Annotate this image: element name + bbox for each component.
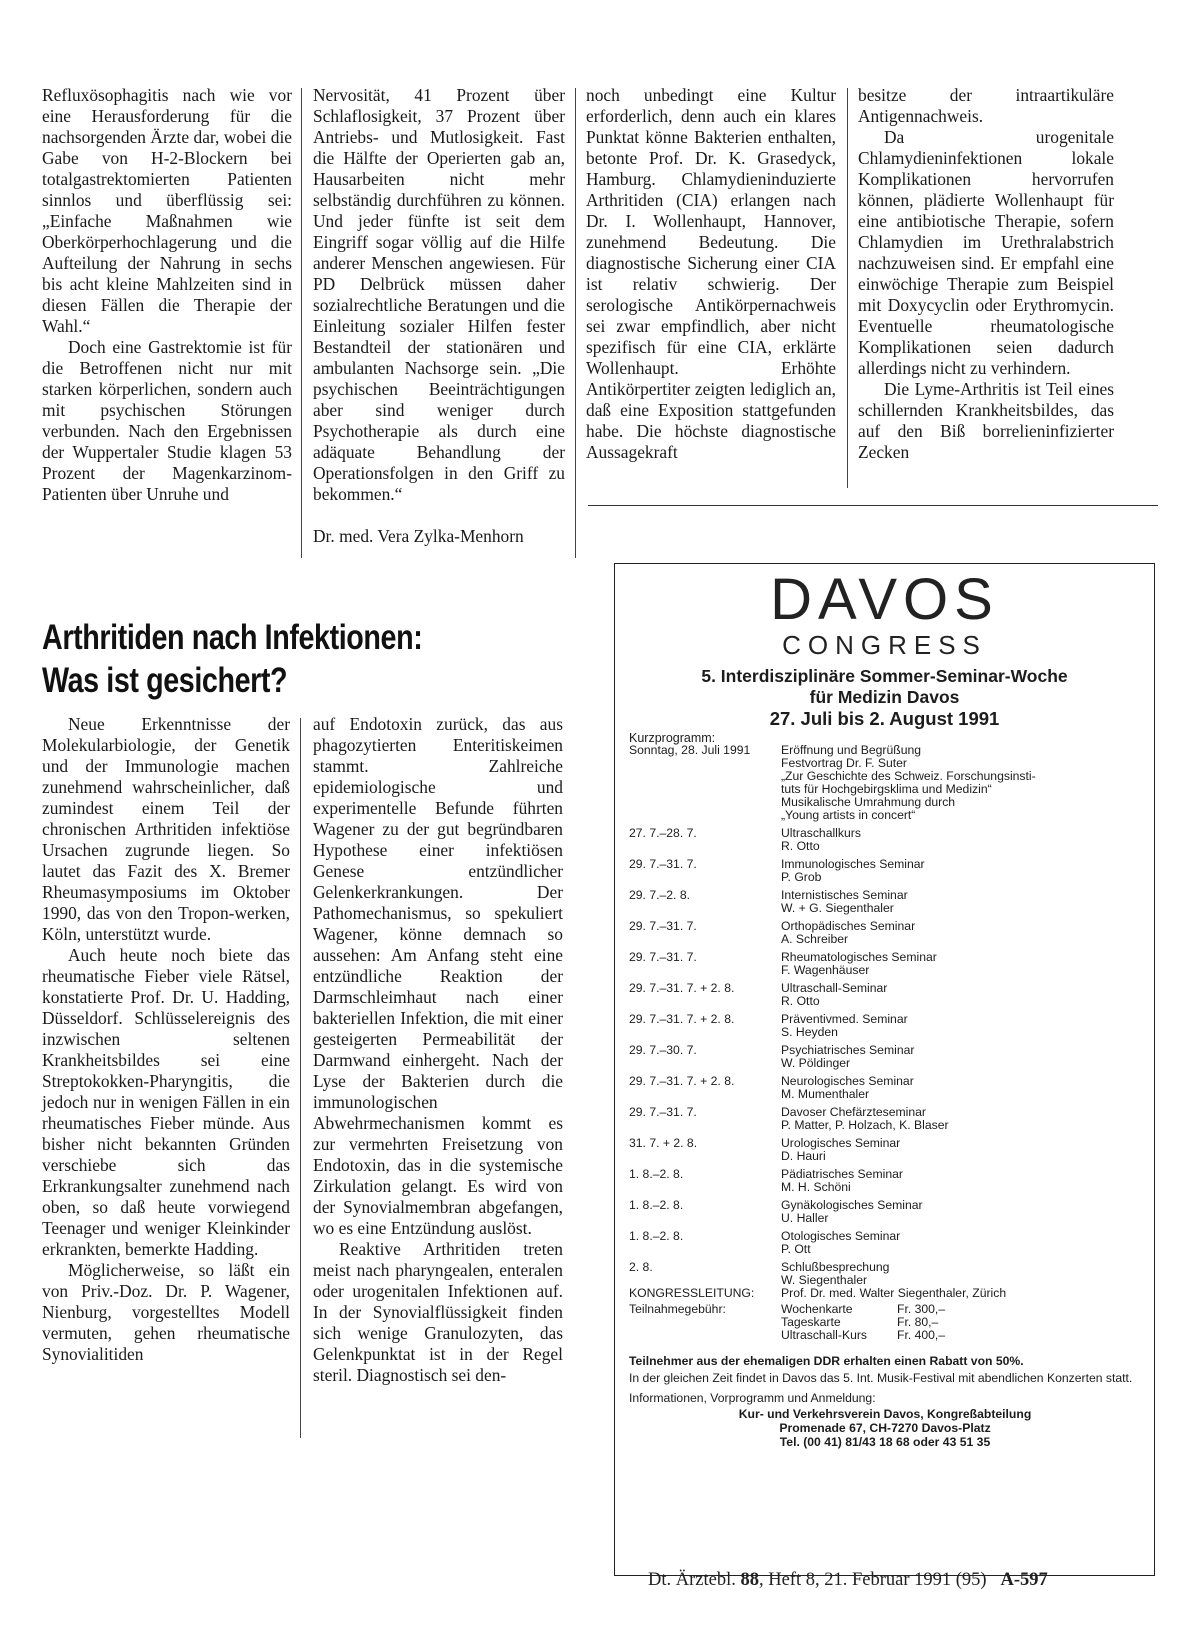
- info-label: Informationen, Vorprogramm und Anmeldung:: [629, 1391, 876, 1405]
- program-event: [781, 1168, 1141, 1194]
- top-column-1: [42, 85, 292, 505]
- top-column-2: [313, 85, 565, 505]
- paragraph: Doch eine Gastrektomie ist für die Betroffenen nicht nur mit starken körperlichen, sondern auch mit psychischen Störungen verbunden. Nach den Ergebnissen der Wuppertaler Studie klagen 53 Prozent der Magenkarzinom-Patienten über Unruhe und: [42, 337, 292, 504]
- program-line: Gynäkologisches Seminar: [781, 1198, 923, 1212]
- program-date: Sonntag, 28. Juli 1991: [629, 743, 751, 757]
- fee-name: Ultraschall-Kurs: [781, 1328, 868, 1342]
- program-row: [629, 827, 1141, 853]
- fee-price: Fr. 80,–: [897, 1315, 939, 1329]
- program-line: M. Mumenthaler: [781, 1087, 870, 1101]
- program-row: [629, 1075, 1141, 1101]
- program-line: D. Hauri: [781, 1149, 826, 1163]
- program-line: Orthopädisches Seminar: [781, 919, 916, 933]
- program-row: [629, 982, 1141, 1008]
- program-line: Urologisches Seminar: [781, 1136, 901, 1150]
- program-date: 27. 7.–28. 7.: [629, 826, 697, 840]
- davos-logo: DAVOS: [770, 567, 999, 632]
- program-line: Internistisches Seminar: [781, 888, 908, 902]
- program-line: W. Siegenthaler: [781, 1273, 868, 1287]
- program-line: Rheumatologisches Seminar: [781, 950, 937, 964]
- program-event: [781, 1230, 1141, 1256]
- program-line: R. Otto: [781, 839, 820, 853]
- program-event: [781, 1199, 1141, 1225]
- program-line: R. Otto: [781, 994, 820, 1008]
- seminar-dates: 27. Juli bis 2. August 1991: [769, 708, 1000, 729]
- program-event: [781, 889, 1141, 915]
- program-line: Ultraschallkurs: [781, 826, 861, 840]
- program-row: [629, 951, 1141, 977]
- program-event: [781, 920, 1141, 946]
- program-event: [781, 982, 1141, 1008]
- program-row: [629, 1230, 1141, 1256]
- program-event: [781, 1137, 1141, 1163]
- seminar-title: 5. Interdisziplinäre Sommer-Seminar-Woche für Medizin Davos: [701, 666, 1068, 707]
- program-row: [629, 1168, 1141, 1194]
- program-date: 1. 8.–2. 8.: [629, 1198, 684, 1212]
- congress-subtitle: CONGRESS: [782, 630, 987, 660]
- program-line: Präventivmed. Seminar: [781, 1012, 908, 1026]
- column-divider: [575, 88, 576, 558]
- program-line: „Young artists in concert“: [781, 808, 916, 822]
- fee-table: Teilnahmegebühr: Wochenkarte Fr. 300,– Tageskarte Fr. 80,– Ultraschall-Kurs Fr. 400,–: [629, 1302, 946, 1342]
- article-column-2: [313, 714, 563, 1386]
- program-event: [781, 1075, 1141, 1101]
- paragraph: Refluxösophagitis nach wie vor eine Herausforderung für die nachsorgenden Ärzte dar, wobei die Gabe von H-2-Blockern bei totalgastrektomierten Patienten sinnlos und überflüssig sei: „Einfache Maßnahmen wie Oberkörperhochlagerung und die Aufteilung der Nahrung in sechs bis acht kleine Mahlzeiten sind in diesen Fällen die Therapie der Wahl.“: [42, 85, 292, 336]
- section-divider: [588, 505, 1158, 506]
- program-row: [629, 1044, 1141, 1070]
- program-event: [781, 951, 1141, 977]
- program-row: [629, 1106, 1141, 1132]
- program-line: Ultraschall-Seminar: [781, 981, 888, 995]
- paragraph: Auch heute noch biete das rheumatische Fieber viele Rätsel, konstatierte Prof. Dr. U. Hadding, Düsseldorf. Schlüsselereignis des inzwischen seltenen Krankheitsbildes sei eine Streptokokken-Pharyngitis, die jedoch nur in wenigen Fällen in ein rheumatisches Fieber münde. Aus bisher nicht bekannten Gründen verschiebe sich das Erkrankungsalter zunehmend nach oben, so daß heute vorwiegend Teenager und weniger Kleinkinder erkrankten, bemerkte Hadding.: [42, 945, 290, 1259]
- program-line: S. Heyden: [781, 1025, 838, 1039]
- program-line: U. Haller: [781, 1211, 829, 1225]
- program-date: 29. 7.–30. 7.: [629, 1043, 697, 1057]
- program-line: Festvortrag Dr. F. Suter: [781, 756, 907, 770]
- contact-address: Kur- und Verkehrsverein Davos, Kongreßabteilung Promenade 67, CH-7270 Davos-Platz Tel. (00 41) 81/43 18 68 oder 43 51 35: [738, 1407, 1032, 1449]
- paragraph: Reaktive Arthritiden treten meist nach pharyngealen, enteralen oder urogenitalen Infektionen auf. In der Synovialflüssigkeit finden sich wenige Granulozyten, das Gelenkpunktat ist in der Regel steril. Diagnostisch sei den-: [313, 1239, 563, 1385]
- program-line: „Zur Geschichte des Schweiz. Forschungsinsti-: [781, 769, 1036, 783]
- program-event: [781, 827, 1141, 853]
- program-event: [781, 744, 1141, 822]
- program-date: 1. 8.–2. 8.: [629, 1167, 684, 1181]
- program-row: [629, 1013, 1141, 1039]
- program-line: Neurologisches Seminar: [781, 1074, 914, 1088]
- paragraph: Nervosität, 41 Prozent über Schlaflosigkeit, 37 Prozent über Antriebs- und Mutlosigkeit. Fast die Hälfte der Operierten gab an, Hausarbeiten nicht mehr selbständig durchführen zu können. Und jeder fünfte ist seit dem Eingriff sogar völlig auf die Hilfe anderer Menschen angewiesen. Für PD Delbrück müssen daher sozialrechtliche Beratungen und die Einleitung sozialer Hilfen fester Bestandteil der stationären und ambulanten Nachsorge sein. „Die psychischen Beeinträchtigungen aber sind weniger durch Psychotherapie als durch eine adäquate Behandlung der Operationsfolgen in den Griff zu bekommen.“: [313, 85, 565, 504]
- fee-price: Fr. 300,–: [897, 1302, 946, 1316]
- program-date: 1. 8.–2. 8.: [629, 1229, 684, 1243]
- program-line: Psychiatrisches Seminar: [781, 1043, 915, 1057]
- program-row: [629, 889, 1141, 915]
- paragraph: Möglicherweise, so läßt ein von Priv.-Doz. Dr. P. Wagener, Nienburg, vorgestelltes Modell vermuten, gehen rheumatische Synovialitiden: [42, 1260, 290, 1364]
- article-column-1: [42, 714, 290, 1365]
- program-date: 2. 8.: [629, 1260, 653, 1274]
- program-line: Otologisches Seminar: [781, 1229, 901, 1243]
- festival-note: In der gleichen Zeit findet in Davos das 5. Int. Musik-Festival mit abendlichen Konzerten statt.: [629, 1371, 1133, 1385]
- program-date: 29. 7.–31. 7. + 2. 8.: [629, 1012, 735, 1026]
- program-event: [781, 1261, 1141, 1287]
- program-row: [629, 1199, 1141, 1225]
- program-date: 29. 7.–2. 8.: [629, 888, 690, 902]
- column-divider: [847, 88, 848, 488]
- program-event: [781, 1044, 1141, 1070]
- program-date: 29. 7.–31. 7.: [629, 1105, 697, 1119]
- page-number: A-597: [1000, 1570, 1048, 1590]
- program-date: 29. 7.–31. 7.: [629, 857, 697, 871]
- kurzprogramm-label: Kurzprogramm:: [629, 731, 716, 745]
- paragraph: noch unbedingt eine Kultur erforderlich, denn auch ein klares Punktat könne Bakterien enthalten, betonte Prof. Dr. K. Grasedyck, Hamburg. Chlamydieninduzierte Arthritiden (CIA) erlangen nach Dr. I. Wollenhaupt, Hannover, zunehmend Bedeutung. Die diagnostische Sicherung einer CIA ist relativ schwierig. Der serologische Antikörpernachweis sei zwar empfindlich, aber nicht spezifisch für eine CIA, erklärte Wollenhaupt. Erhöhte Antikörpertiter zeigten lediglich an, daß eine Exposition stattgefunden habe. Die höchste diagnostische Aussagekraft: [586, 85, 836, 462]
- paragraph: Da urogenitale Chlamydieninfektionen lokale Komplikationen hervorrufen können, plädierte Wollenhaupt für eine antibiotische Therapie, sofern Chlamydien im Urethralabstrich nachzuweisen sind. Er empfahl eine einwöchige Therapie zum Beispiel mit Doxycyclin oder Erythromycin. Eventuelle rheumatologische Komplikationen seien dadurch allerdings nicht zu verhindern.: [858, 127, 1114, 378]
- page-footer: Dt. Ärztebl. 88, Heft 8, 21. Februar 1991 (95) A-597: [648, 1570, 1048, 1590]
- program-date: 29. 7.–31. 7. + 2. 8.: [629, 981, 735, 995]
- program-line: Musikalische Umrahmung durch: [781, 795, 956, 809]
- program-event: [781, 858, 1141, 884]
- program-event: [781, 1013, 1141, 1039]
- top-column-4: [858, 85, 1114, 463]
- column-divider: [300, 718, 301, 1438]
- article-signature: Dr. med. Vera Zylka-Menhorn: [313, 526, 524, 546]
- program-line: tuts für Hochgebirgsklima und Medizin“: [781, 782, 992, 796]
- article-headline: Arthritiden nach Infektionen: Was ist gesichert?: [42, 618, 423, 700]
- fee-name: Tageskarte: [781, 1315, 841, 1329]
- fee-price: Fr. 400,–: [897, 1328, 946, 1342]
- davos-congress-ad: [614, 563, 1155, 1576]
- program-line: Immunologisches Seminar: [781, 857, 925, 871]
- program-row: [629, 744, 1141, 822]
- program-row: [629, 1261, 1141, 1287]
- program-row: [629, 1137, 1141, 1163]
- program-row: [629, 858, 1141, 884]
- program-line: W. + G. Siegenthaler: [781, 901, 894, 915]
- fee-name: Wochenkarte: [781, 1302, 853, 1316]
- paragraph: besitze der intraartikuläre Antigennachweis.: [858, 85, 1114, 126]
- program-line: P. Grob: [781, 870, 822, 884]
- congress-leitung: KONGRESSLEITUNG: Prof. Dr. med. Walter Siegenthaler, Zürich: [629, 1286, 1007, 1300]
- program-row: [629, 920, 1141, 946]
- program-line: W. Pöldinger: [781, 1056, 851, 1070]
- program-line: P. Ott: [781, 1242, 811, 1256]
- ad-footer: [629, 1354, 1141, 1449]
- program-line: Eröffnung und Begrüßung: [781, 743, 922, 757]
- program-line: Schlußbesprechung: [781, 1260, 890, 1274]
- program-event: [781, 1106, 1141, 1132]
- paragraph: auf Endotoxin zurück, das aus phagozytierten Enteritiskeimen stammt. Zahlreiche epidemiologische und experimentelle Befunde führten Wagener zu der gut begründbaren Hypothese einer infektiösen Genese entzündlicher Gelenkerkrankungen. Der Pathomechanismus, so spekuliert Wagener, könne demnach so aussehen: Am Anfang steht eine entzündliche Reaktion der Darmschleimhaut nach einer bakteriellen Infektion, die mit einer gesteigerten Permeabilität der Darmwand einhergeht. Nach der Lyse der Bakterien durch die immunologischen Abwehrmechanismen kommt es zur vermehrten Freisetzung von Endotoxin, das in die systemische Zirkulation gelangt. Es wird von der Synovialmembran abgefangen, wo es eine Entzündung auslöst.: [313, 714, 563, 1238]
- paragraph: Die Lyme-Arthritis ist Teil eines schillernden Krankheitsbildes, das auf den Biß borrelieninfizierter Zecken: [858, 379, 1114, 462]
- top-column-3: [586, 85, 836, 463]
- column-divider: [301, 88, 302, 558]
- program-line: Davoser Chefärzteseminar: [781, 1105, 926, 1119]
- program-date: 29. 7.–31. 7. + 2. 8.: [629, 1074, 735, 1088]
- program-line: Pädiatrisches Seminar: [781, 1167, 903, 1181]
- fee-row: [781, 1329, 945, 1342]
- program-line: A. Schreiber: [781, 932, 849, 946]
- program-list: [629, 744, 1141, 1292]
- program-date: 29. 7.–31. 7.: [629, 919, 697, 933]
- paragraph: Neue Erkenntnisse der Molekularbiologie, der Genetik und der Immunologie machen zunehmend wahrscheinlicher, daß zumindest einem Teil der chronischen Arthritiden infektiöse Ursachen zugrunde liegen. So lautet das Fazit des X. Bremer Rheumasymposiums im Oktober 1990, das von den Tropon-werken, Köln, unterstützt wurde.: [42, 714, 290, 944]
- program-date: 31. 7. + 2. 8.: [629, 1136, 698, 1150]
- program-date: 29. 7.–31. 7.: [629, 950, 697, 964]
- program-line: M. H. Schöni: [781, 1180, 851, 1194]
- program-line: F. Wagenhäuser: [781, 963, 870, 977]
- program-line: P. Matter, P. Holzach, K. Blaser: [781, 1118, 949, 1132]
- ddr-discount-note: Teilnehmer aus der ehemaligen DDR erhalten einen Rabatt von 50%.: [629, 1354, 1024, 1368]
